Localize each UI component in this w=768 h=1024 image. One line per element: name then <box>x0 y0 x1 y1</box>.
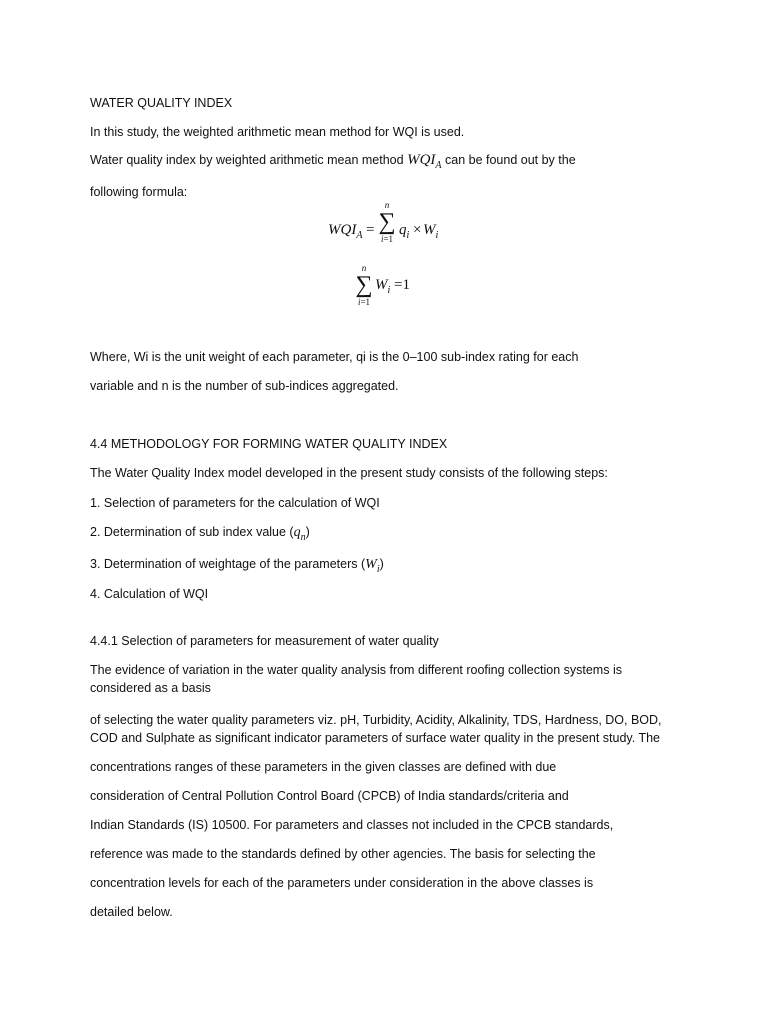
where-paragraph-line-1: Where, Wi is the unit weight of each parameter, qi is the 0–100 sub-index rating for each <box>90 350 579 364</box>
qn-symbol: $q_n$ <box>293 525 306 543</box>
formula-intro-text-end: can be found out by the <box>445 153 576 167</box>
where-paragraph-line-2: variable and n is the number of sub-indices aggregated. <box>90 379 399 393</box>
formula-intro-line-2: following formula: <box>90 185 188 199</box>
sigma-icon: ∑ <box>355 272 373 298</box>
step-2: 2. Determination of sub index value $(q_n)$ <box>90 525 310 543</box>
body-line-reference: reference was made to the standards defined by other agencies. The basis for selecting the <box>90 847 596 861</box>
wi-symbol: $W_i$ <box>365 557 380 575</box>
body-line-is: Indian Standards (IS) 10500. For parameters and classes not included in the CPCB standards, <box>90 818 614 832</box>
body-line-concentrations: concentrations ranges of these parameters in the given classes are defined with due <box>90 760 557 774</box>
body-line-levels: concentration levels for each of the parameters under consideration in the above classes is <box>90 876 594 890</box>
wqi-symbol: $WQI_A$ <box>407 152 442 171</box>
step-4: 4. Calculation of WQI <box>90 587 209 601</box>
step-3: 3. Determination of weightage of the parameters $(W_i)$ <box>90 557 384 575</box>
formula-intro-line <box>90 151 576 175</box>
step-1: 1. Selection of parameters for the calculation of WQI <box>90 496 380 510</box>
eq1-summation: n ∑ i=1 <box>376 200 398 244</box>
formula-intro-text: Water quality index by weighted arithmetic mean method <box>90 153 404 167</box>
eq2-summation: n ∑ i=1 <box>353 263 375 307</box>
intro-paragraph: In this study, the weighted arithmetic mean method for WQI is used. <box>90 125 465 139</box>
steps-intro: The Water Quality Index model developed in the present study consists of the following steps: <box>90 466 608 480</box>
eq1-equals: = <box>366 222 375 238</box>
section-heading-wqi: WATER QUALITY INDEX <box>90 96 233 110</box>
body-line-detailed: detailed below. <box>90 905 173 919</box>
sigma-icon: ∑ <box>378 209 396 235</box>
eq1-q-term: $q_i$ <box>399 222 410 241</box>
section-heading-4-4: 4.4 METHODOLOGY FOR FORMING WATER QUALITY INDEX <box>90 437 448 451</box>
body-line-cpcb: consideration of Central Pollution Control Board (CPCB) of India standards/criteria and <box>90 789 569 803</box>
eq2-rhs: =1 <box>394 277 410 293</box>
eq1-w-term: $W_i$ <box>423 222 439 241</box>
eq2-w-term: $W_i$ <box>375 277 391 296</box>
eq1-lhs: $WQI_A$ <box>328 222 363 241</box>
eq1-times: × <box>413 222 422 238</box>
section-heading-4-4-1: 4.4.1 Selection of parameters for measurement of water quality <box>90 634 439 648</box>
evidence-paragraph: The evidence of variation in the water quality analysis from different roofing collection systems is considered as a basis <box>90 663 622 695</box>
selecting-paragraph: of selecting the water quality parameters viz. pH, Turbidity, Acidity, Alkalinity, TDS, Hardness, DO, BOD, COD and Sulphate as significant indicator parameters of surface water quality in the present study. The <box>90 713 662 745</box>
